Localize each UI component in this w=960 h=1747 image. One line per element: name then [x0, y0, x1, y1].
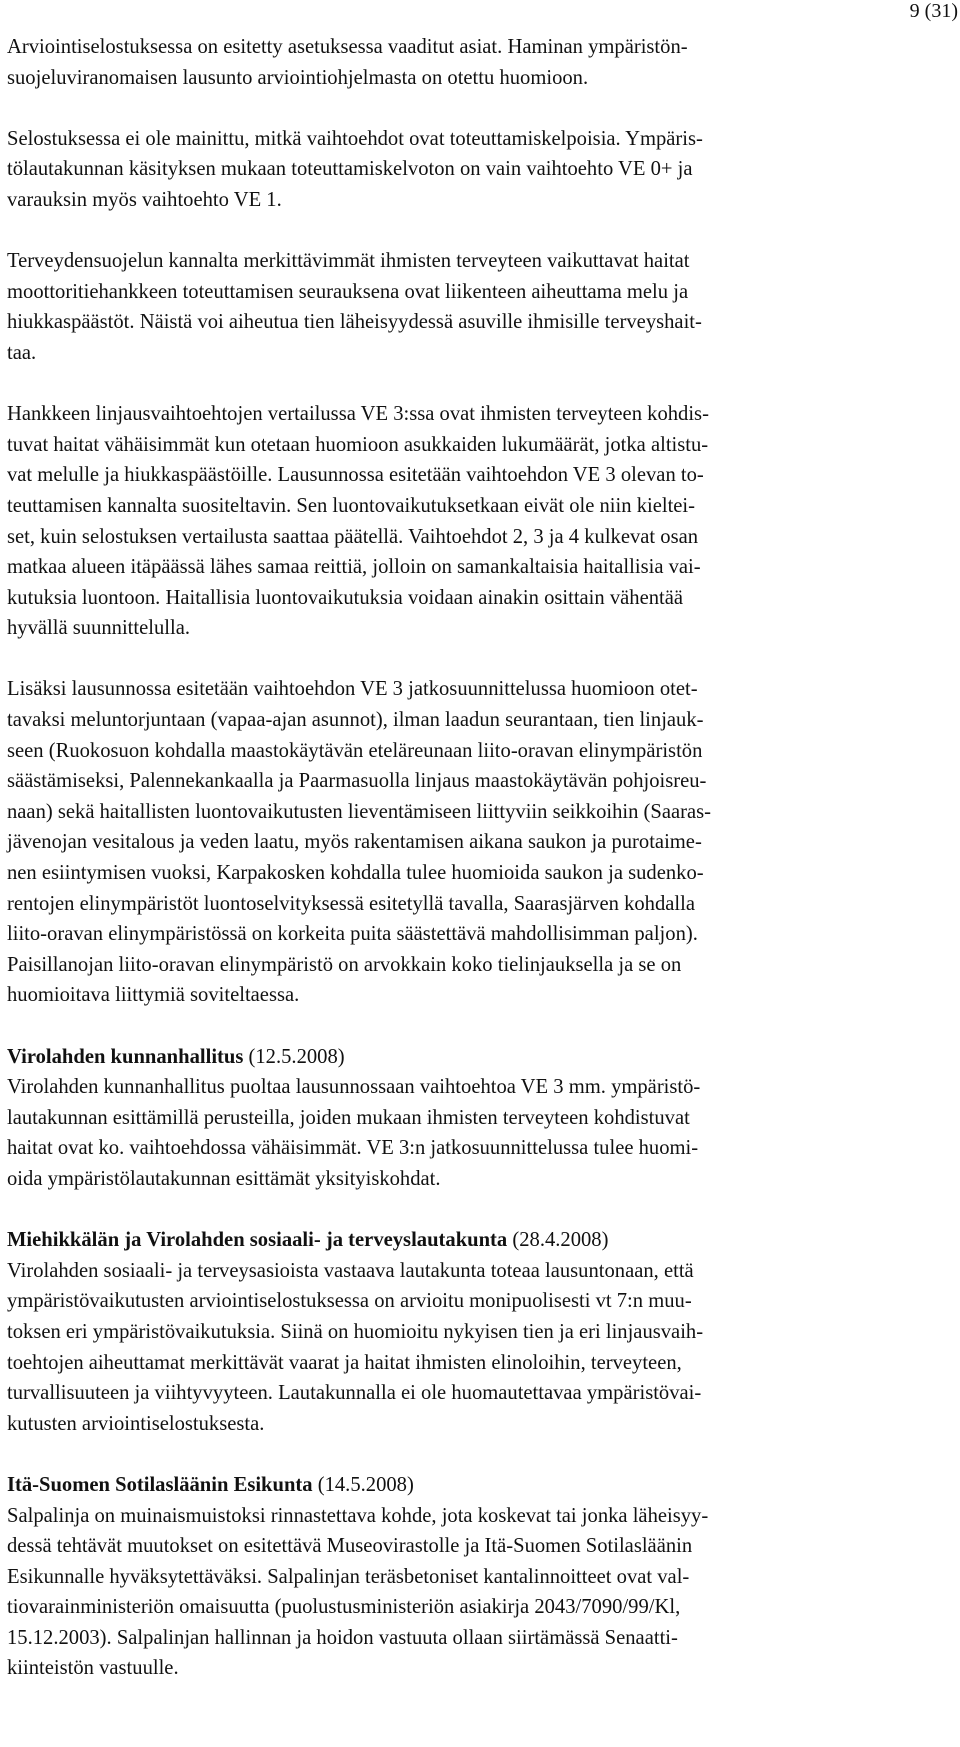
text-line: naan) sekä haitallisten luontovaikutusten lieventämiseen liittyviin seikkoihin (Saaras-	[7, 800, 712, 823]
section-heading-date: (12.5.2008)	[243, 1045, 345, 1068]
text-line: Salpalinja on muinaismuistoksi rinnastettava kohde, jota koskevat tai jonka läheisyy-	[7, 1504, 709, 1527]
text-line: oida ympäristölautakunnan esittämät yksityiskohdat.	[7, 1167, 441, 1190]
section-heading	[7, 1470, 957, 1501]
text-line: hiukkaspäästöt. Näistä voi aiheutua tien läheisyydessä asuville ihmisille terveyshait-	[7, 311, 702, 334]
text-line: säästämiseksi, Palennekankaalla ja Paarmasuolla linjaus maastokäytävän pohjoisreu-	[7, 770, 707, 793]
section-heading-date: (14.5.2008)	[312, 1473, 414, 1496]
section-heading-organization: Virolahden kunnanhallitus	[7, 1045, 244, 1068]
paragraph	[7, 124, 957, 216]
section-heading-organization: Itä-Suomen Sotilasläänin Esikunta	[7, 1473, 313, 1496]
text-line: tölautakunnan käsityksen mukaan toteuttamiskelvoton on vain vaihtoehto VE 0+ ja	[7, 158, 693, 181]
text-line: tavaksi meluntorjuntaan (vapaa-ajan asunnot), ilman laadun seurantaan, tien linjauk-	[7, 709, 704, 732]
text-line: Arviointiselostuksessa on esitetty asetuksessa vaaditut asiat. Haminan ympäristön-	[7, 36, 688, 58]
text-line: teuttamisen kannalta suositeltavin. Sen luontovaikutuksetkaan eivät ole niin kieltei-	[7, 494, 696, 517]
section-sosiaali-ja-terveyslautakunta	[7, 1225, 957, 1439]
text-line: toksen eri ympäristövaikutuksia. Siinä on huomioitu nykyisen tien ja eri linjausvaih-	[7, 1320, 704, 1343]
section-heading	[7, 1225, 957, 1256]
text-line: kutuksia luontoon. Haitallisia luontovaikutuksia voidaan ainakin osittain vähentää	[7, 586, 684, 609]
text-line: Virolahden sosiaali- ja terveysasioista vastaava lautakunta toteaa lausuntonaan, että	[7, 1259, 694, 1282]
paragraph	[7, 246, 957, 368]
text-line: huomioitava liittymiä soviteltaessa.	[7, 984, 300, 1007]
text-line: tuvat haitat vähäisimmät kun otetaan huomioon asukkaiden lukumäärät, jotka altistu-	[7, 433, 709, 456]
text-line: matkaa alueen itäpäässä lähes samaa reittiä, jolloin on samankaltaisia haitallisia vai-	[7, 556, 701, 579]
section-heading-date: (28.4.2008)	[507, 1229, 609, 1252]
text-line: Virolahden kunnanhallitus puoltaa lausunnossaan vaihtoehtoa VE 3 mm. ympäristö-	[7, 1076, 701, 1099]
text-line: Paisillanojan liito-oravan elinympäristö on arvokkain koko tielinjauksella ja se on	[7, 953, 682, 976]
text-line: rentojen elinympäristöt luontoselvityksessä esitetyllä tavalla, Saarasjärven kohdalla	[7, 892, 695, 915]
section-ita-suomen-sotilaslaanin-esikunta	[7, 1470, 957, 1684]
section-heading-organization: Miehikkälän ja Virolahden sosiaali- ja terveyslautakunta	[7, 1229, 508, 1252]
text-line: liito-oravan elinympäristössä on korkeita puita säästettävä mahdollisimman paljon).	[7, 923, 698, 946]
text-line: nen esiintymisen vuoksi, Karpakosken kohdalla tulee huomioida saukon ja sudenko-	[7, 862, 704, 885]
paragraph	[7, 674, 957, 1011]
paragraph	[7, 32, 957, 93]
text-line: seen (Ruokosuon kohdalla maastokäytävän eteläreunaan liito-oravan elinympäristön	[7, 739, 703, 762]
text-line: hyvällä suunnittelulla.	[7, 617, 191, 640]
text-line: lautakunnan esittämillä perusteilla, joiden mukaan ihmisten terveyteen kohdistuvat	[7, 1106, 690, 1129]
section-heading	[7, 1042, 957, 1073]
text-line: Esikunnalle hyväksytettäväksi. Salpalinjan teräsbetoniset kantalinnoitteet ovat val-	[7, 1565, 690, 1588]
document-body	[7, 32, 957, 1715]
text-line: jävenojan vesitalous ja veden laatu, myös rakentamisen aikana saukon ja purotaime-	[7, 831, 702, 854]
text-line: Lisäksi lausunnossa esitetään vaihtoehdon VE 3 jatkosuunnittelussa huomioon otet-	[7, 678, 698, 701]
text-line: haitat ovat ko. vaihtoehdossa vähäisimmät. VE 3:n jatkosuunnittelussa tulee huomi-	[7, 1137, 699, 1160]
text-line: toehtojen aiheuttamat merkittävät vaarat ja haitat ihmisten elinoloihin, terveyteen,	[7, 1351, 682, 1374]
section-virolahden-kunnanhallitus	[7, 1042, 957, 1195]
text-line: vat melulle ja hiukkaspäästöille. Lausunnossa esitetään vaihtoehdon VE 3 olevan to-	[7, 464, 704, 487]
text-line: set, kuin selostuksen vertailusta saattaa päätellä. Vaihtoehdot 2, 3 ja 4 kulkevat osan	[7, 525, 699, 548]
text-line: Hankkeen linjausvaihtoehtojen vertailussa VE 3:ssa ovat ihmisten terveyteen kohdis-	[7, 403, 709, 426]
text-line: suojeluviranomaisen lausunto arviointiohjelmasta on otettu huomioon.	[7, 66, 589, 89]
text-line: moottoritiehankkeen toteuttamisen seurauksena ovat liikenteen aiheuttama melu ja	[7, 280, 689, 303]
page-number: 9 (31)	[909, 0, 958, 22]
text-line: turvallisuuteen ja viihtyvyyteen. Lautakunnalla ei ole huomautettavaa ympäristövai-	[7, 1382, 702, 1405]
text-line: 15.12.2003). Salpalinjan hallinnan ja hoidon vastuuta ollaan siirtämässä Senaatti-	[7, 1626, 678, 1649]
text-line: ympäristövaikutusten arviointiselostuksessa on arvioitu monipuolisesti vt 7:n muu-	[7, 1290, 692, 1313]
text-line: taa.	[7, 341, 37, 364]
text-line: dessä tehtävät muutokset on esitettävä Museovirastolle ja Itä-Suomen Sotilasläänin	[7, 1535, 693, 1558]
text-line: tiovarainministeriön omaisuutta (puolustusministeriön asiakirja 2043/7090/99/Kl,	[7, 1596, 681, 1619]
text-line: varauksin myös vaihtoehto VE 1.	[7, 188, 282, 211]
text-line: kiinteistön vastuulle.	[7, 1657, 179, 1680]
paragraph	[7, 399, 957, 644]
text-line: kutusten arviointiselostuksesta.	[7, 1412, 265, 1435]
text-line: Selostuksessa ei ole mainittu, mitkä vaihtoehdot ovat toteuttamiskelpoisia. Ympäris-	[7, 127, 703, 150]
text-line: Terveydensuojelun kannalta merkittävimmät ihmisten terveyteen vaikuttavat haitat	[7, 250, 690, 273]
